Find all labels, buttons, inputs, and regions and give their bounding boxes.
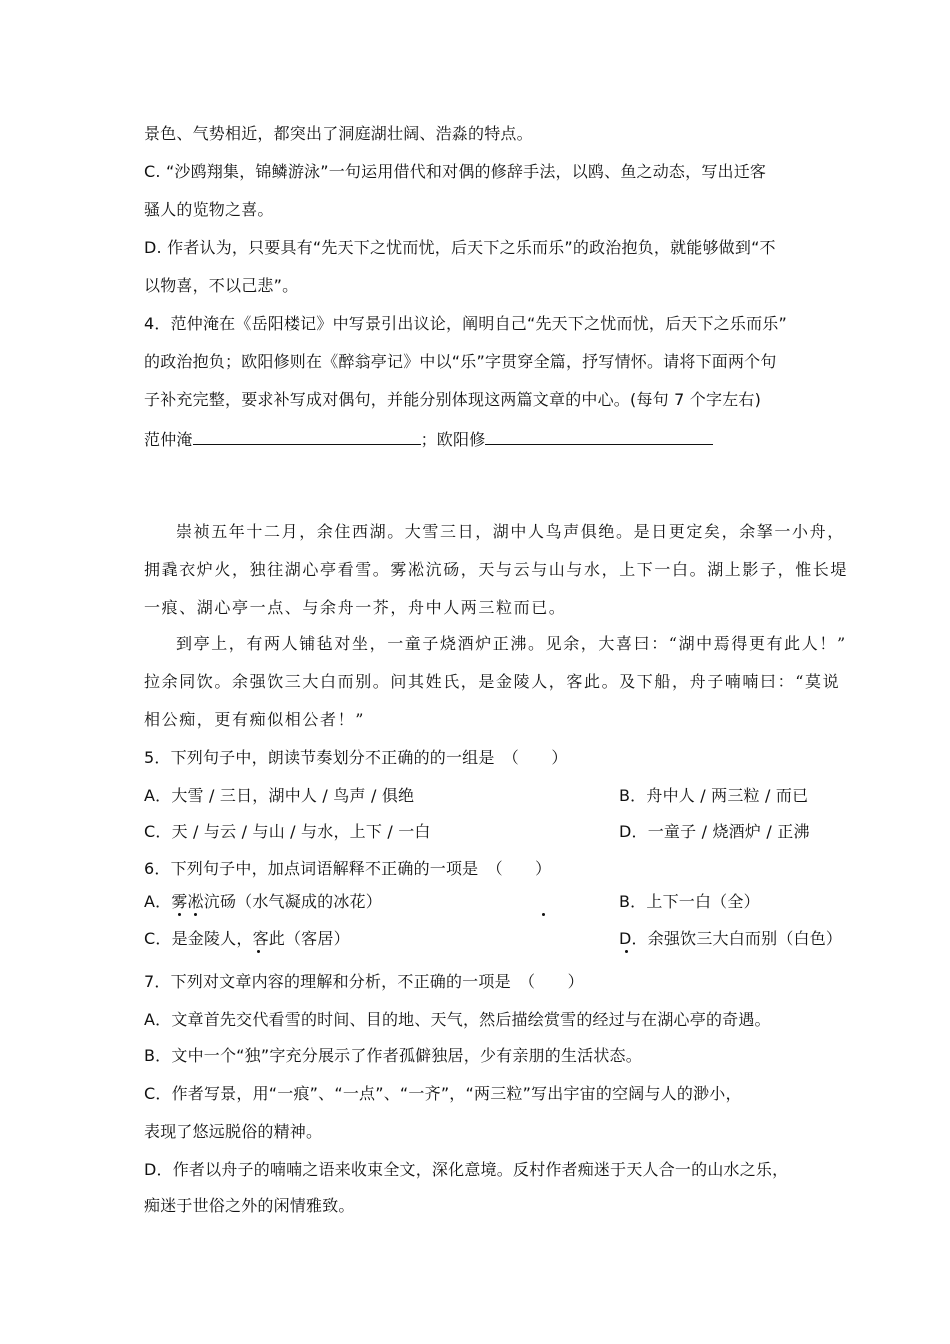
option-d-line: D. 作者认为，只要具有“先天下之忧而忧，后天下之乐而乐”的政治抱负，就能够做到“不 xyxy=(144,238,776,257)
text-line: 景色、气势相近，都突出了洞庭湖壮阔、浩淼的特点。 xyxy=(144,124,533,143)
question-6-options-row xyxy=(144,929,843,949)
question-5-options-row xyxy=(144,822,824,842)
option-c: C．作者写景，用“一痕”、“一点”、“一齐”，“两三粒”写出宇宙的空阔与人的渺小， xyxy=(144,1084,742,1103)
option-b: B．舟中人 / 两三粒 / 而已 xyxy=(619,786,809,805)
option-d-continued: 痴迷于世俗之外的闲情雅致。 xyxy=(144,1196,355,1215)
passage-line: 相公痴，更有痴似相公者！” xyxy=(144,710,365,729)
text-line: 骚人的览物之喜。 xyxy=(144,200,274,219)
question-5-stem: 5．下列句子中，朗读节奏划分不正确的的一组是 （ ） xyxy=(144,748,568,767)
text-line: 的政治抱负；欧阳修则在《醉翁亭记》中以“乐”字贯穿全篇，抒写情怀。请将下面两个句 xyxy=(144,352,777,371)
option-c-line: C. “沙鸥翔集，锦鳞游泳”一句运用借代和对偶的修辞手法，以鸥、鱼之动态，写出迁客 xyxy=(144,162,767,181)
option-c-continued: 表现了悠远脱俗的精神。 xyxy=(144,1122,323,1141)
option-a: A．大雪 / 三日，湖中人 / 鸟声 / 俱绝 xyxy=(144,786,415,805)
option-d: D．一童子 / 烧酒炉 / 正沸 xyxy=(619,822,810,841)
question-6-options-row xyxy=(144,892,824,912)
answer-blank-fan[interactable] xyxy=(193,428,421,445)
passage-line: 到亭上，有两人铺毡对坐，一童子烧酒炉正沸。见余，大喜曰：“湖中焉得更有此人！” xyxy=(176,634,847,653)
passage-line: 一痕、湖心亭一点、与余舟一芥，舟中人两三粒而已。 xyxy=(144,598,567,617)
passage-line: 拉余同饮。余强饮三大白而别。问其姓氏，是金陵人，客此。及下船，舟子喃喃曰：“莫说 xyxy=(144,672,841,691)
emphasis-dot xyxy=(194,913,197,916)
option-a: A．雾凇沆砀（水气凝成的冰花） xyxy=(144,892,382,911)
emphasis-dot xyxy=(625,950,628,953)
emphasis-dot xyxy=(178,913,181,916)
question-4-stem: 4．范仲淹在《岳阳楼记》中写景引出议论，阐明自己“先天下之忧而忧，后天下之乐而乐” xyxy=(144,314,787,333)
option-c: C．天 / 与云 / 与山 / 与水，上下 / 一白 xyxy=(144,822,431,841)
ouyang-xiu-label: ；欧阳修 xyxy=(420,430,486,449)
emphasis-dot xyxy=(542,913,545,916)
passage-line: 崇祯五年十二月，余住西湖。大雪三日，湖中人鸟声俱绝。是日更定矣，余拏一小舟， xyxy=(176,522,845,541)
answer-blank-ouyang[interactable] xyxy=(485,428,713,445)
option-b: B．文中一个“独”字充分展示了作者孤僻独居，少有亲朋的生活状态。 xyxy=(144,1046,642,1065)
option-b: B．上下一白（全） xyxy=(619,892,760,911)
fill-in-line xyxy=(144,428,824,450)
passage-line: 拥毳衣炉火，独往湖心亭看雪。雾凇沆砀，天与云与山与水，上下一白。湖上影子，惟长堤 xyxy=(144,560,849,579)
emphasis-dot xyxy=(257,950,260,953)
option-d: D．作者以舟子的喃喃之语来收束全文，深化意境。反村作者痴迷于天人合一的山水之乐， xyxy=(144,1160,789,1179)
text-line: 子补充完整，要求补写成对偶句，并能分别体现这两篇文章的中心。(每句 7 个字左右) xyxy=(144,390,762,409)
question-6-stem: 6．下列句子中，加点词语解释不正确的一项是 （ ） xyxy=(144,859,552,878)
text-line: 以物喜，不以己悲”。 xyxy=(144,276,299,295)
question-5-options-row xyxy=(144,786,824,806)
option-d: D．余强饮三大白而别（白色） xyxy=(619,929,843,948)
question-7-stem: 7．下列对文章内容的理解和分析，不正确的一项是 （ ） xyxy=(144,972,584,991)
option-a: A．文章首先交代看雪的时间、目的地、天气，然后描绘赏雪的经过与在湖心亭的奇遇。 xyxy=(144,1010,771,1029)
option-c: C．是金陵人，客此（客居） xyxy=(144,929,350,948)
fan-zhongyan-label: 范仲淹 xyxy=(144,430,193,449)
